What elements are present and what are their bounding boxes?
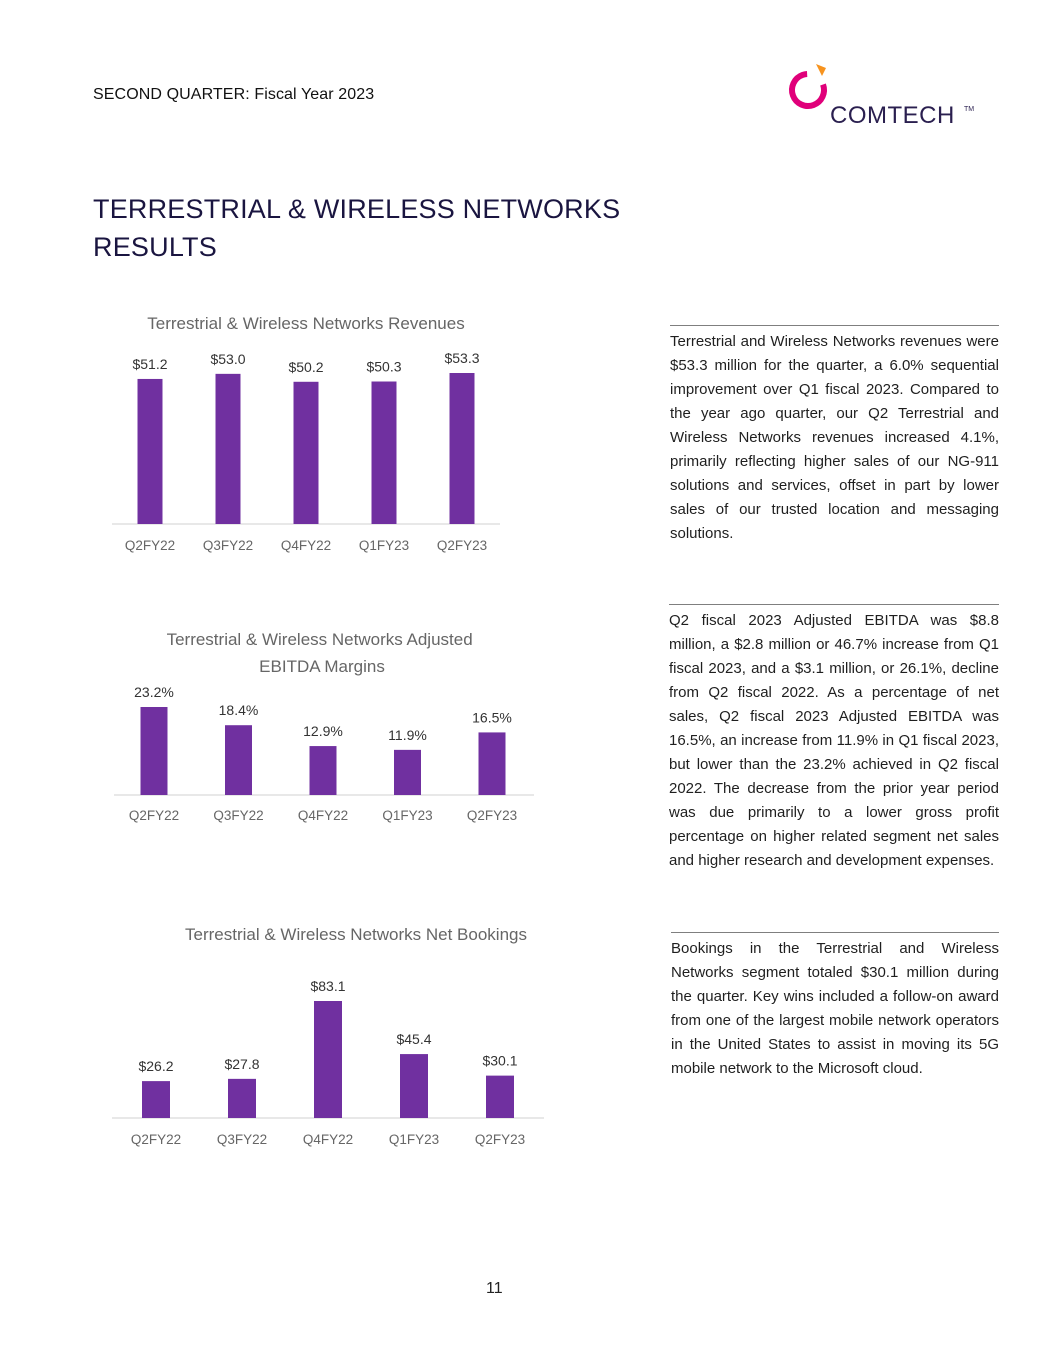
revenues-chart (100, 300, 520, 570)
ebitda-commentary: Q2 fiscal 2023 Adjusted EBITDA was $8.8 million, a $2.8 million or 46.7% increase from Q1 fiscal 2023, and a $3.1 million, or 26.1%, decline from Q2 fiscal 2022. As a percentage of net sales, Q2 fiscal 2023 Adjusted EBITDA was 16.5%, an increase from 11.9% in Q1 fiscal 2023, but lower than the 23.2% achieved in Q2 fiscal 2022. The decrease from the prior year period was due primarily to a lower gross profit percentage on higher related segment net sales and higher research and development expenses. (669, 604, 999, 873)
logo-wordmark: COMTECH (830, 102, 955, 129)
data-label: $51.2 (132, 355, 168, 372)
data-label: $26.2 (138, 1058, 174, 1075)
revenues-chart-svg (100, 300, 520, 570)
data-label: $30.1 (482, 1052, 518, 1069)
x-tick-label: Q3FY22 (202, 538, 254, 553)
data-label: $27.8 (224, 1055, 260, 1072)
bar-q3fy22 (228, 1079, 256, 1118)
bar-q2fy23 (486, 1076, 514, 1118)
x-tick-label: Q2FY23 (466, 808, 518, 823)
bar-q2fy22 (141, 707, 168, 795)
x-tick-label: Q2FY22 (124, 538, 176, 553)
x-tick-label: Q3FY22 (216, 1132, 268, 1147)
data-label: $45.4 (396, 1031, 432, 1048)
bar-q4fy22 (294, 382, 319, 524)
page-number: 11 (486, 1280, 503, 1297)
chart-title: Terrestrial & Wireless Networks Net Bookings (185, 925, 527, 944)
x-tick-label: Q2FY23 (474, 1132, 526, 1147)
ebitda-margin-chart (100, 620, 550, 840)
data-label: 12.9% (303, 723, 343, 740)
chart-title: Terrestrial & Wireless Networks Adjusted EBITDA Margins (166, 630, 473, 676)
bar-q1fy23 (372, 381, 397, 524)
logo-trademark: TM (964, 106, 975, 113)
bar-q2fy22 (138, 379, 163, 524)
data-label: $53.3 (444, 350, 480, 366)
x-tick-label: Q3FY22 (213, 808, 264, 823)
ebitda-margin-chart-svg (100, 620, 550, 840)
bar-q2fy23 (450, 373, 475, 524)
data-label: $50.3 (366, 358, 402, 375)
chart-title: Terrestrial & Wireless Networks Revenues (147, 314, 465, 333)
data-label: 16.5% (472, 709, 512, 726)
x-tick-label: Q4FY22 (297, 808, 349, 823)
page-title: TERRESTRIAL & WIRELESS NETWORKS RESULTS (93, 194, 621, 262)
x-tick-label: Q1FY23 (388, 1132, 440, 1147)
comtech-logo (786, 62, 976, 134)
bar-q2fy22 (142, 1081, 170, 1118)
bar-q3fy22 (225, 725, 252, 795)
net-bookings-chart (100, 915, 550, 1165)
data-label: 18.4% (218, 702, 259, 719)
data-label: $83.1 (310, 978, 346, 994)
report-header: SECOND QUARTER: Fiscal Year 2023 (93, 86, 375, 103)
bar-q3fy22 (216, 374, 241, 524)
x-tick-label: Q2FY23 (436, 538, 488, 553)
bar-q1fy23 (400, 1054, 428, 1118)
x-tick-label: Q4FY22 (302, 1132, 354, 1147)
data-label: $50.2 (288, 358, 324, 375)
bar-q4fy22 (310, 746, 337, 795)
x-tick-label: Q4FY22 (280, 538, 332, 553)
net-bookings-chart-svg (100, 915, 550, 1165)
data-label: 23.2% (134, 684, 174, 700)
data-label: $53.0 (210, 350, 246, 367)
x-tick-label: Q1FY23 (358, 538, 410, 553)
revenues-commentary: Terrestrial and Wireless Networks revenues were $53.3 million for the quarter, a 6.0% sequential improvement over Q1 fiscal 2023. Compared to the year ago quarter, our Q2 Terrestrial and Wireless Networks revenues increased 4.1%, primarily reflecting higher sales of our NG-911 solutions and services, offset in part by lower sales of our trusted location and messaging solutions. (670, 325, 999, 546)
bar-q1fy23 (394, 750, 421, 795)
x-tick-label: Q1FY23 (382, 808, 433, 823)
bookings-commentary: Bookings in the Terrestrial and Wireless Networks segment totaled $30.1 million during the quarter. Key wins included a follow-on award from one of the largest mobile network operators in the United States to assist in moving its 5G mobile network to the Microsoft cloud. (671, 932, 999, 1081)
bar-q4fy22 (314, 1001, 342, 1118)
x-tick-label: Q2FY22 (128, 808, 180, 823)
x-tick-label: Q2FY22 (130, 1132, 182, 1147)
data-label: 11.9% (388, 726, 427, 743)
bar-q2fy23 (479, 732, 506, 795)
